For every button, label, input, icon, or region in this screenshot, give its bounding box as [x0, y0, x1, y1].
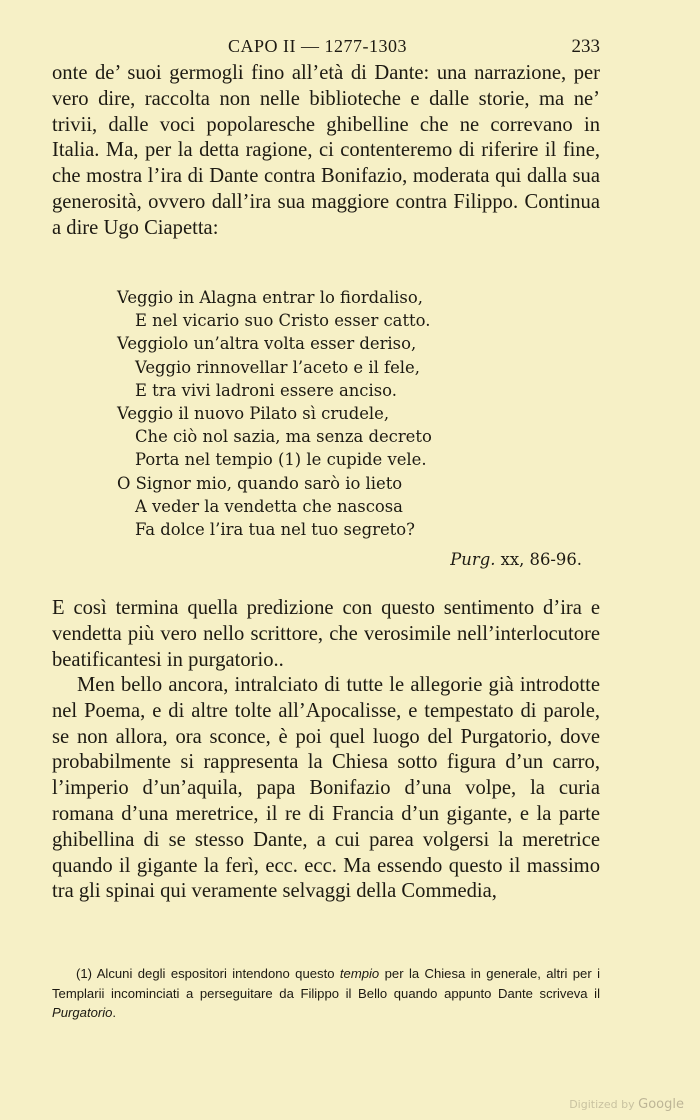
verse-line: Che ciò nol sazia, ma senza decreto [135, 427, 432, 447]
verse-line: E tra vivi ladroni essere anciso. [135, 380, 397, 400]
watermark-prefix: Digitized by [569, 1098, 635, 1111]
verse-line: Veggio rinnovellar l’aceto e il fele, [135, 357, 420, 377]
page-number: 233 [571, 36, 600, 57]
footnote-text: per la Chiesa in generale, altri per i Templarii incominciati a perseguitare da Filippo il Bello quando appunto Dante scriveva il [52, 966, 601, 1001]
paragraph-2: E così termina quella predizione con questo sentimento d’ira e vendetta più vero nello scrittore, che verosimile nell’interlocutore beatificantesi in purgatorio.. [52, 597, 600, 671]
verse-line: E nel vicario suo Cristo esser catto. [135, 311, 431, 331]
verse-line: Veggio in Alagna entrar lo fiordaliso, [117, 288, 423, 307]
footnote-term: tempio [339, 966, 380, 981]
verse-line: O Signor mio, quando sarò io lieto [117, 473, 403, 493]
verse-line: Veggio il nuovo Pilato sì crudele, [117, 403, 390, 423]
paragraph-1: onte de’ suoi germogli fino all’età di Dante: una narrazione, per vero dire, raccolta non nelle biblioteche e dalle storie, ma ne’ trivii, dalle voci popolaresche ghibelline che ne correvano in Italia. Ma, per la detta ragione, ci contenteremo di riferire il fine, che mostra l’ira di Dante contra Bonifazio, moderata qui dalla sua generosità, ovvero dall’ira sua maggiore contra Filippo. Continua a dire Ugo Ciapetta: [52, 62, 600, 239]
footnote [52, 964, 600, 1023]
citation-work: Purg. [450, 550, 496, 569]
verse-line: Porta nel tempio (1) le cupide vele. [135, 450, 427, 470]
verse-line: Fa dolce l’ira tua nel tuo segreto? [135, 519, 415, 539]
paragraph-3: Men bello ancora, intralciato di tutte le allegorie già introdotte nel Poema, e di altre tolte all’Apocalisse, e tempestato di parole, se non allora, ora sconce, è poi quel luogo del Purgatorio, dove probabilmente si rappresenta la Chiesa sotto figura d’un carro, l’imperio d’un’aquila, papa Bonifazio d’una volpe, la curia romana d’una meretrice, il re di Francia d’un gigante, e la parte ghibellina di se stesso Dante, a cui parea volgersi la meretrice quando il gigante la ferì, ecc. ecc. Ma essendo questo il massimo tra gli spinai qui veramente selvaggi della Commedia, [52, 674, 600, 903]
footnote-body [52, 964, 600, 1023]
footnote-end: . [112, 1005, 117, 1021]
verse-line: Veggiolo un’altra volta esser deriso, [117, 334, 417, 354]
footnote-marker: (1) [76, 966, 93, 981]
footnote-text: Alcuni degli espositori intendono questo [96, 966, 335, 981]
verse-quotation [117, 288, 577, 543]
verse-line: A veder la vendetta che nascosa [135, 496, 403, 516]
running-title: CAPO II — 1277-1303 [228, 36, 407, 56]
footnote-work: Purgatorio [52, 1005, 113, 1021]
watermark-brand: Google [638, 1097, 684, 1112]
citation-reference: xx, 86-96. [500, 550, 582, 569]
verse-citation [450, 550, 582, 569]
digitization-watermark [569, 1097, 684, 1112]
